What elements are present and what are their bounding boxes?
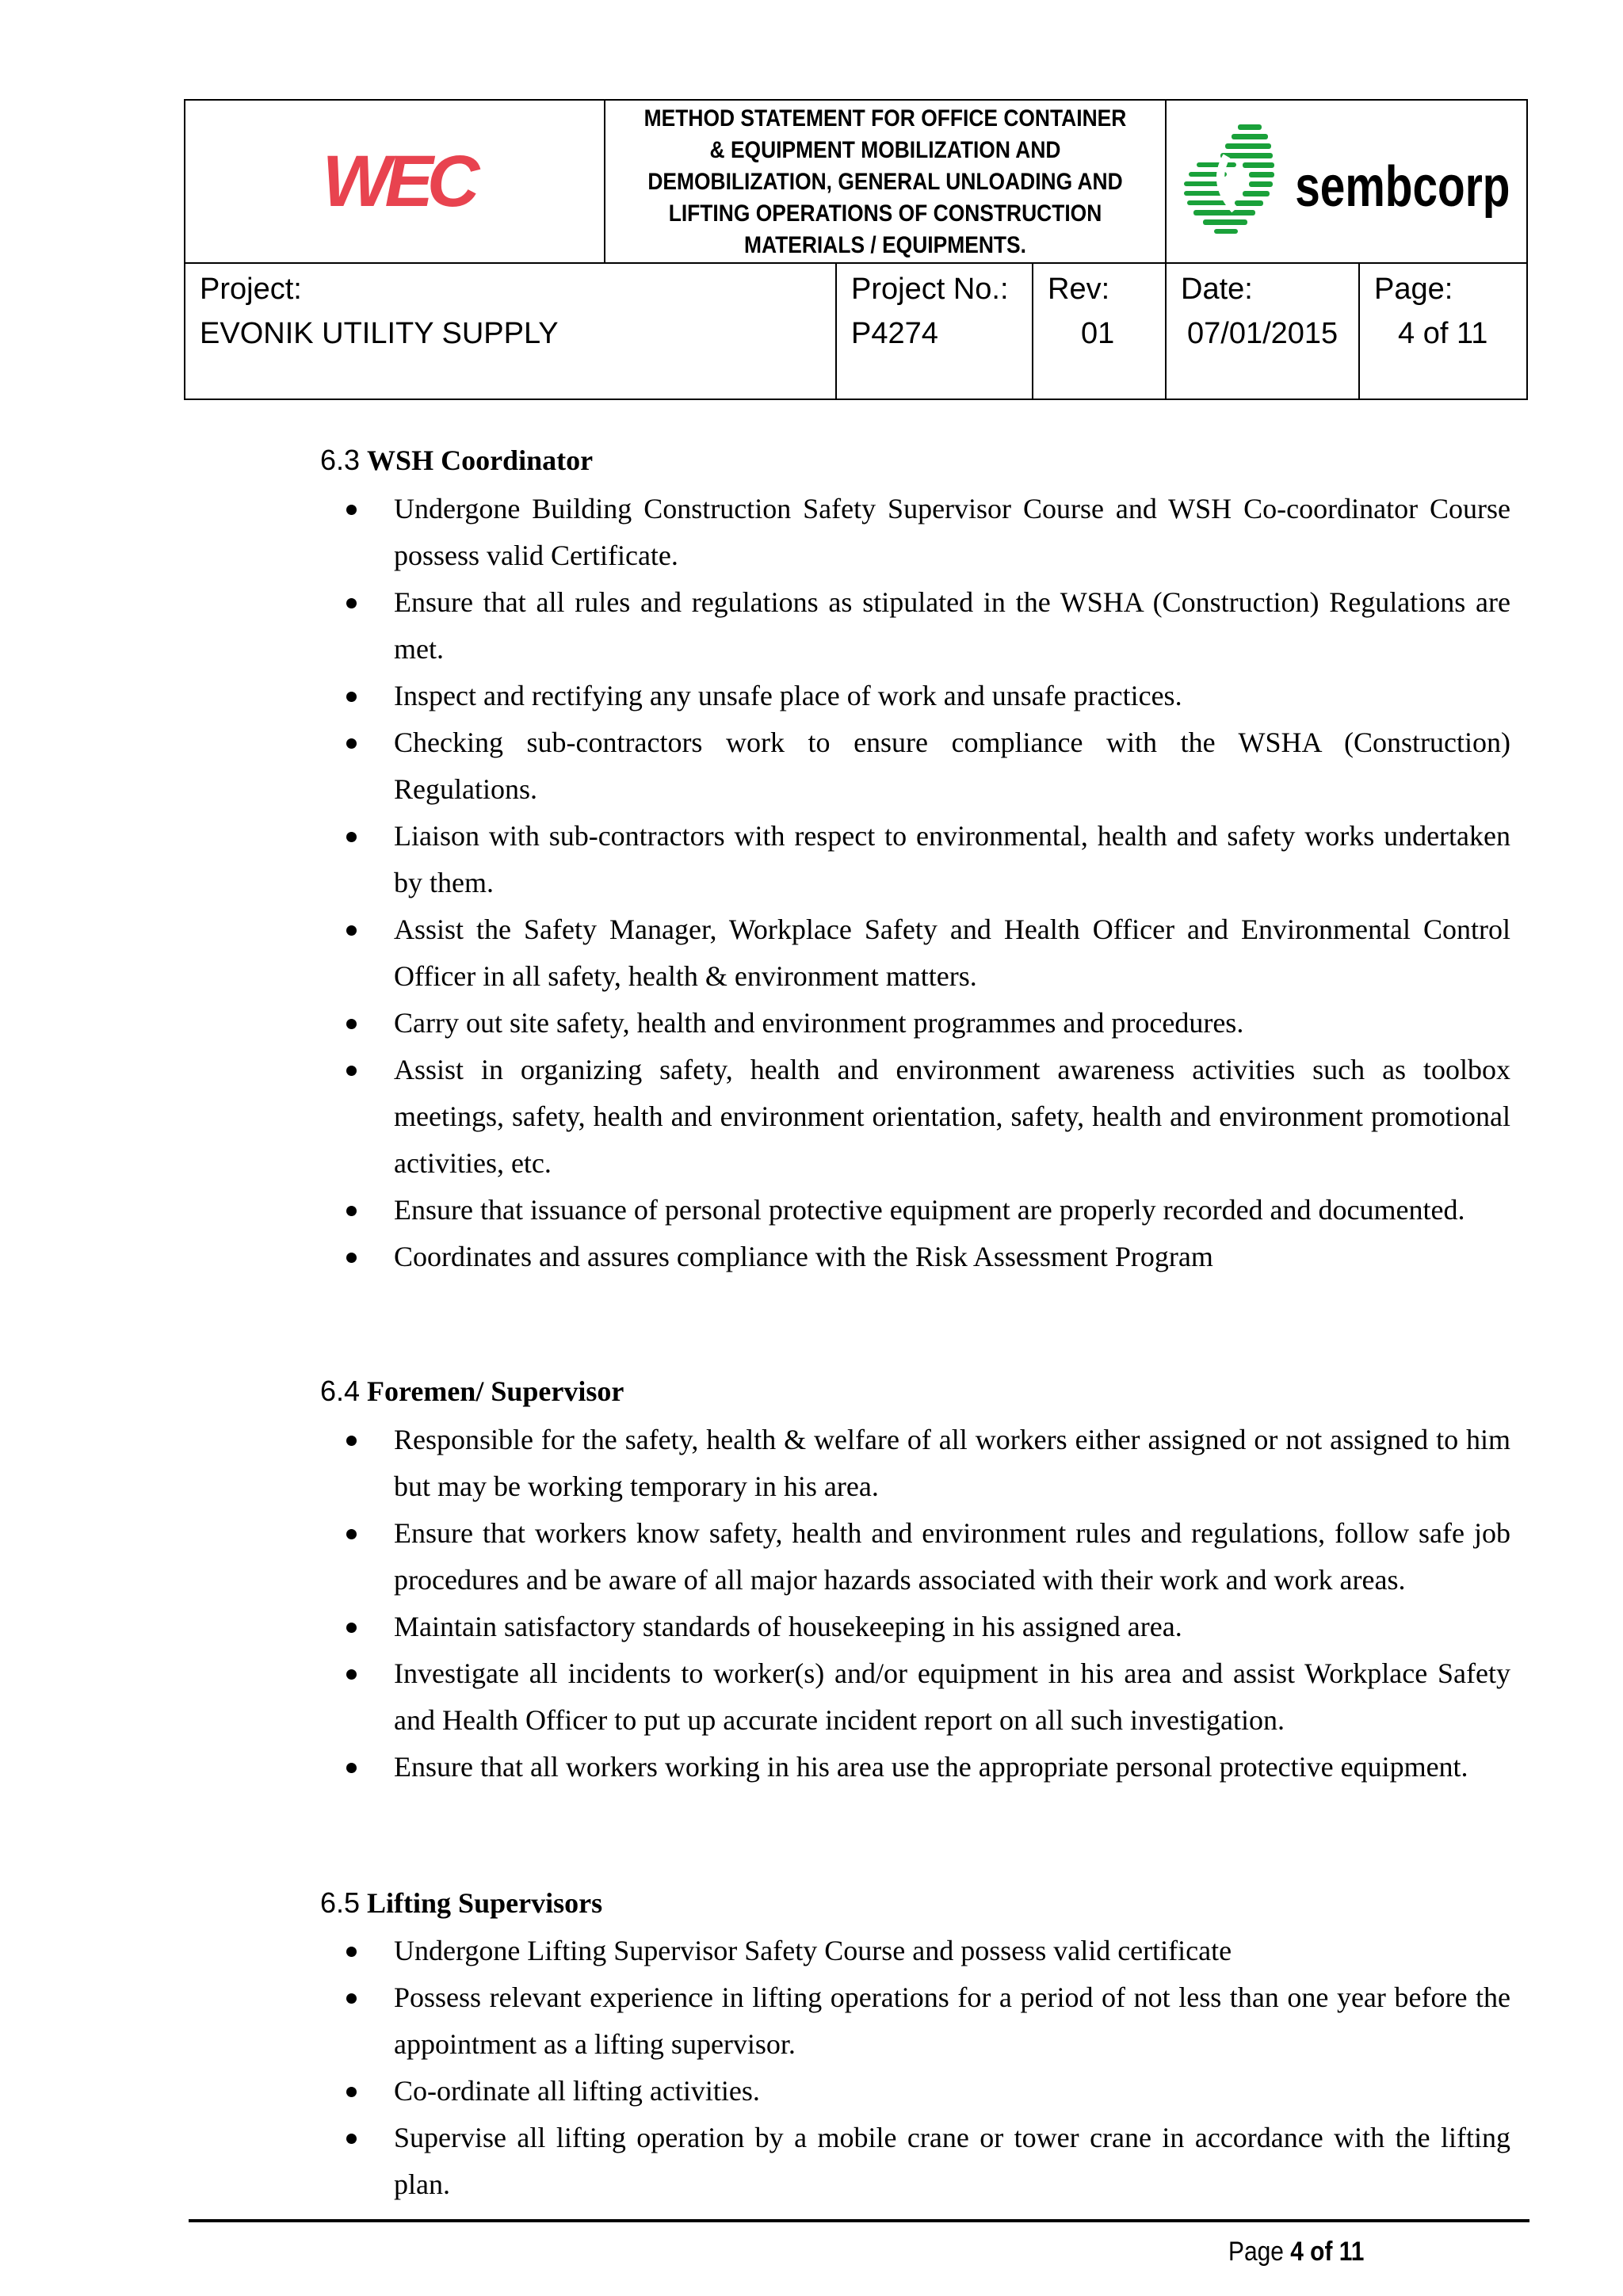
section-number: 6.4 [320,1375,361,1407]
list-item: Liaison with sub-contractors with respect to environmental, health and safety works undertaken by them. [0,813,1510,906]
page-cell [1360,264,1526,400]
bullet-icon [346,692,357,702]
footer-page-number [1228,2234,1438,2269]
section-title: Lifting Supervisors [367,1887,603,1919]
page-label: Page: [1374,273,1453,306]
list-item: Ensure that all rules and regulations as stipulated in the WSHA (Construction) Regulations are met. [0,579,1510,673]
list-item: Ensure that issuance of personal protective equipment are properly recorded and documented. [0,1187,1510,1234]
footer-divider [189,2219,1529,2222]
date-value: 07/01/2015 [1187,317,1338,350]
list-item: Undergone Building Construction Safety Supervisor Course and WSH Co-coordinator Course possess valid Certificate. [0,486,1510,579]
section-6-4-list [0,1417,1623,1791]
header-info-row [185,264,1526,400]
list-item: Undergone Lifting Supervisor Safety Course and possess valid certificate [0,1928,1510,1974]
bullet-icon [346,1623,357,1633]
section-title: WSH Coordinator [367,444,594,476]
sembcorp-swirl-icon [1184,124,1274,234]
title-line: LIFTING OPERATIONS OF CONSTRUCTION [668,200,1102,227]
section-number: 6.3 [320,444,361,476]
date-label: Date: [1181,273,1253,306]
list-item: Carry out site safety, health and environment programmes and procedures. [0,1000,1510,1047]
section-6-5-list [0,1928,1623,2208]
project-number-cell [837,264,1033,400]
list-item: Ensure that all workers working in his area use the appropriate personal protective equipment. [0,1744,1510,1791]
sembcorp-logo-cell [1167,101,1526,262]
list-item: Coordinates and assures compliance with the Risk Assessment Program [0,1234,1510,1280]
title-line: MATERIALS / EQUIPMENTS. [744,232,1026,258]
revision-value: 01 [1081,317,1115,350]
bullet-icon [346,738,357,749]
bullet-icon [346,2134,357,2144]
bullet-icon [346,925,357,936]
project-cell [185,264,837,400]
bullet-icon [346,1947,357,1957]
document-title-cell [605,101,1167,262]
list-item: Checking sub-contractors work to ensure compliance with the WSHA (Construction) Regulations. [0,719,1510,813]
wec-logo [303,144,493,215]
section-heading-6-4 [320,1371,624,1411]
list-item: Assist the Safety Manager, Workplace Safety and Health Officer and Environmental Control Officer in all safety, health & environment matters. [0,906,1510,1000]
list-item: Co-ordinate all lifting activities. [0,2068,1510,2115]
bullet-icon [346,1669,357,1680]
list-item: Maintain satisfactory standards of housekeeping in his assigned area. [0,1604,1510,1650]
bullet-icon [346,2087,357,2097]
list-item: Inspect and rectifying any unsafe place of work and unsafe practices. [0,673,1510,719]
section-number: 6.5 [320,1886,361,1919]
list-item: Ensure that workers know safety, health and environment rules and regulations, follow safe job procedures and be aware of all major hazards associated with their work and work areas. [0,1510,1510,1604]
bullet-icon [346,1253,357,1263]
section-title: Foremen/ Supervisor [367,1375,624,1407]
page-value: 4 of 11 [1398,317,1488,350]
sembcorp-logo-text: sembcorp [1295,154,1510,219]
bullet-icon [346,1763,357,1773]
title-line: METHOD STATEMENT FOR OFFICE CONTAINER [643,105,1127,132]
bullet-icon [346,1206,357,1216]
bullet-icon [346,1019,357,1029]
sembcorp-logo [1179,112,1528,250]
revision-cell [1033,264,1167,400]
bullet-icon [346,1529,357,1539]
footer-page-of: of [1310,2237,1333,2267]
header-top-row [185,101,1526,264]
list-item: Supervise all lifting operation by a mobile crane or tower crane in accordance with the lifting plan. [0,2115,1510,2208]
project-number-label: Project No.: [851,273,1009,306]
project-label: Project: [200,273,302,306]
date-cell [1167,264,1360,400]
footer-page-current: 4 [1290,2237,1304,2267]
footer-page-total: 11 [1338,2237,1365,2267]
wec-logo-text: WEC [322,144,474,215]
bullet-icon [346,1993,357,2004]
footer-page-word: Page [1228,2237,1284,2267]
list-item: Responsible for the safety, health & welfare of all workers either assigned or not assigned to him but may be working temporary in his area. [0,1417,1510,1510]
document-header [184,99,1528,400]
bullet-icon [346,832,357,842]
bullet-icon [346,1436,357,1446]
list-item: Assist in organizing safety, health and environment awareness activities such as toolbox meetings, safety, health and environment orientation, safety, health and environment promotional activities, etc. [0,1047,1510,1187]
bullet-icon [346,505,357,515]
section-6-3-list [0,486,1623,1280]
bullet-icon [346,1066,357,1076]
list-item: Possess relevant experience in lifting operations for a period of not less than one year before the appointment as a lifting supervisor. [0,1974,1510,2068]
section-heading-6-5 [320,1883,602,1923]
section-heading-6-3 [320,441,593,480]
document-title [639,101,1131,261]
list-item: Investigate all incidents to worker(s) and/or equipment in his area and assist Workplace Safety and Health Officer to put up accurate incident report on all such investigation. [0,1650,1510,1744]
revision-label: Rev: [1048,273,1110,306]
title-line: & EQUIPMENT MOBILIZATION AND [709,137,1061,163]
project-value: EVONIK UTILITY SUPPLY [200,317,559,350]
title-line: DEMOBILIZATION, GENERAL UNLOADING AND [647,169,1123,195]
bullet-icon [346,598,357,608]
project-number-value: P4274 [851,317,938,350]
wec-logo-cell [185,101,605,262]
